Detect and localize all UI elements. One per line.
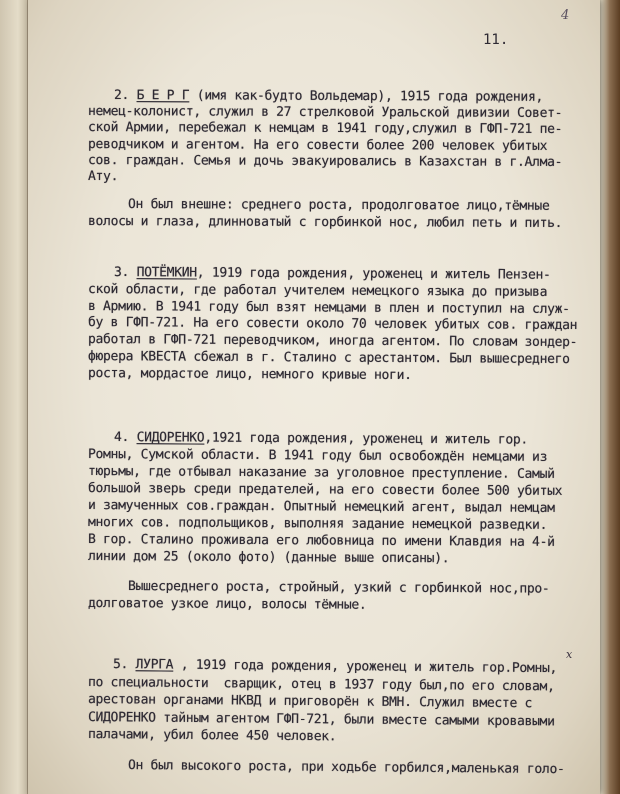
entry-4-line bbox=[88, 532, 555, 550]
text-segment: ской Армии, перебежал к немцам в 1941 году,служил в ГФП-721 пе- bbox=[87, 120, 563, 138]
text-segment: многих сов. подпольщиков, выполняя задание немецкой разведки. bbox=[87, 515, 548, 533]
text-segment: , 1919 года рождения, уроженец и житель гор.Ромны, bbox=[173, 657, 558, 677]
text-segment: 3. bbox=[113, 265, 137, 281]
text-segment: Ату. bbox=[87, 169, 119, 185]
text-segment: (имя как-будто Вольдемар), 1915 года рождения, bbox=[189, 88, 544, 105]
entry-5-line bbox=[128, 758, 565, 777]
entry-2-line bbox=[88, 153, 562, 170]
surname-underlined: Б Е Р Г bbox=[136, 88, 190, 104]
entry-2-line bbox=[114, 88, 543, 105]
surname-underlined: ЛУРГА bbox=[135, 657, 174, 673]
typed-text bbox=[28, 0, 600, 794]
text-segment: тюрьмы, где отбывал наказание за уголовное преступление. Самый bbox=[87, 464, 555, 482]
text-segment: роста, мордастое лицо, немного кривые ноги. bbox=[87, 365, 412, 383]
text-segment: бу в ГФП-721. На его совести около 70 человек убитых сов. граждан bbox=[87, 315, 578, 334]
entry-2-line bbox=[88, 120, 562, 137]
text-segment: Ромны, Сумской области. В 1941 году был освобождён немцами из bbox=[87, 447, 548, 465]
text-segment: волосы и глаза, длинноватый с горбинкой нос, любил петь и пить. bbox=[87, 213, 563, 231]
entry-4-line bbox=[128, 579, 550, 597]
text-segment: ,1921 года рождения, уроженец и житель гор. bbox=[204, 430, 529, 448]
entry-5-line bbox=[88, 692, 532, 711]
entry-3-line bbox=[88, 282, 547, 300]
entry-4-line bbox=[88, 447, 547, 465]
text-segment: работал в ГФП-721 переводчиком, иногда агентом. По словам зондер- bbox=[87, 332, 578, 351]
entry-3-line bbox=[88, 366, 412, 383]
corner-mark: 4 bbox=[561, 8, 570, 23]
hand-cross-mark: x bbox=[566, 648, 573, 661]
entry-2-line bbox=[88, 214, 562, 231]
entry-4-line bbox=[88, 481, 562, 499]
entry-4-line bbox=[88, 515, 547, 533]
text-segment: реводчиком и агентом. На его совести более 200 человек убитых bbox=[87, 136, 548, 154]
entry-3-line bbox=[88, 315, 577, 333]
text-segment: арестован органами НКВД и приговорён к ВМН. Служил вместе с bbox=[87, 692, 533, 712]
text-segment: линии дом 25 (около фото) (данные выше описаны). bbox=[87, 549, 450, 567]
text-segment: 5. bbox=[112, 657, 136, 673]
binder-strip bbox=[0, 0, 30, 794]
page-number: 11. bbox=[483, 32, 509, 48]
text-segment: немец-колонист, служил в 27 стрелковой Уральской дивизии Совет- bbox=[87, 104, 563, 122]
text-segment: в Армию. В 1941 году был взят немцами в плен и поступил на служ- bbox=[87, 298, 570, 317]
text-segment: фюрера КВЕСТА сбежал в г. Сталино с арестантом. Был вышесреднего bbox=[87, 349, 570, 368]
text-segment: Он был высокого роста, при ходьбе горбился,маленькая голо- bbox=[127, 758, 565, 778]
text-segment: и замученных сов.граждан. Опытный немецкий агент, выдал немцам bbox=[87, 498, 555, 516]
entry-4-line bbox=[88, 464, 555, 482]
entry-4-line bbox=[88, 596, 367, 613]
text-segment: 2. bbox=[113, 88, 137, 104]
text-segment: 4. bbox=[113, 430, 137, 446]
entry-5-line bbox=[88, 727, 337, 744]
text-segment: В гор. Сталино проживала его любовница по имени Клавдия на 4-й bbox=[87, 532, 555, 550]
text-segment: , 1919 года рождения, уроженец и житель Пензен- bbox=[196, 265, 551, 283]
entry-2-line bbox=[128, 197, 550, 214]
entry-3-line bbox=[88, 332, 577, 350]
entry-2-line bbox=[88, 169, 118, 184]
entry-3-line bbox=[88, 349, 570, 367]
surname-underlined: СИДОРЕНКО bbox=[136, 430, 205, 446]
text-segment: Вышесреднего роста, стройный, узкий с горбинкой нос,про- bbox=[127, 578, 550, 597]
text-segment: Он был внешне: среднего роста, продолговатое лицо,тёмные bbox=[127, 197, 550, 215]
entry-4-line bbox=[88, 498, 555, 516]
surname-underlined: ПОТЁМКИН bbox=[136, 265, 197, 281]
text-segment: большой зверь среди предателей, на его совести более 500 убитых bbox=[87, 481, 563, 499]
entry-5-line bbox=[88, 675, 555, 694]
entry-2-line bbox=[88, 104, 562, 121]
entry-5-line bbox=[88, 710, 555, 729]
entry-4-line bbox=[114, 430, 528, 448]
text-segment: сов. граждан. Семья и дочь эвакуировались в Казахстан в г.Алма- bbox=[87, 152, 563, 170]
text-segment: по специальности сварщик, отец в 1937 году был,по его словам, bbox=[87, 674, 555, 694]
text-segment: СИДОРЕНКО тайным агентом ГФП-721, были вместе самыми кровавыми bbox=[87, 709, 555, 730]
entry-3-line bbox=[114, 265, 551, 283]
document-page bbox=[28, 0, 600, 794]
entry-5-line bbox=[113, 657, 557, 676]
entry-3-line bbox=[88, 299, 570, 317]
text-segment: ской области, где работал учителем немецкого языка до призыва bbox=[87, 281, 548, 300]
entry-2-line bbox=[88, 137, 547, 154]
entry-4-line bbox=[88, 549, 449, 566]
text-segment: долговатое узкое лицо, волосы тёмные. bbox=[87, 595, 367, 613]
text-segment: палачами, убил более 450 человек. bbox=[87, 727, 337, 745]
